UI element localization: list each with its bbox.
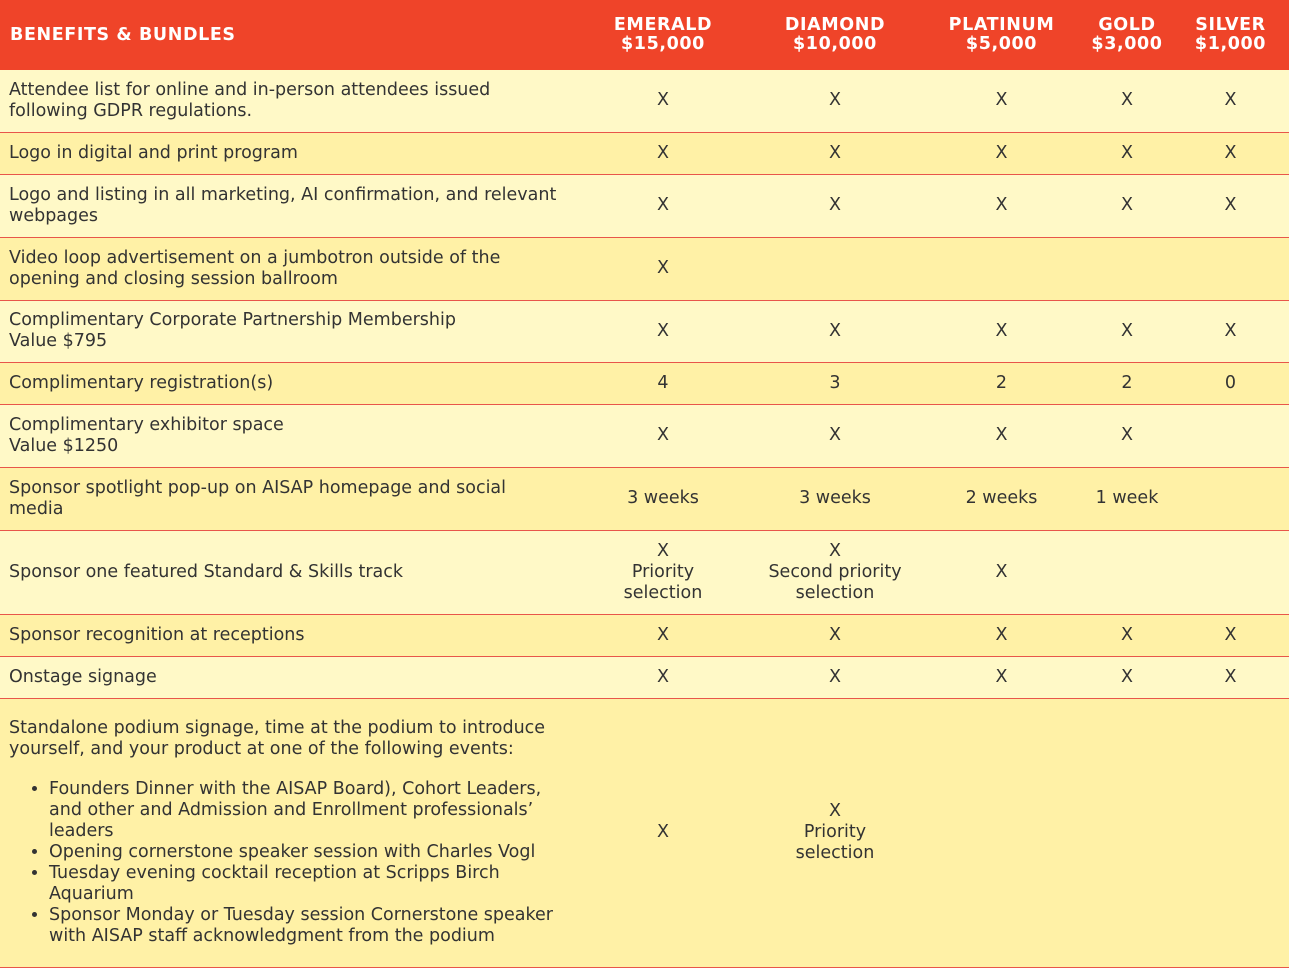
cell-value: selection: [795, 582, 875, 603]
cell-value: 3: [829, 372, 841, 393]
tier-cell: [1172, 300, 1289, 362]
tier-cell: [577, 614, 749, 656]
cell-value: Priority: [631, 561, 695, 582]
benefit-cell: [0, 300, 577, 362]
cell-value: X: [657, 320, 669, 341]
benefit-text: Logo in digital and print program: [9, 142, 298, 163]
tier-cell: [1172, 530, 1289, 614]
cell-value: 2 weeks: [965, 488, 1038, 508]
benefit-cell: [0, 237, 577, 300]
table-row: [0, 404, 1289, 467]
benefits-column-header: BENEFITS & BUNDLES: [10, 24, 236, 45]
tier-header-platinum: [921, 0, 1082, 70]
event-text: • Opening cornerstone speaker session with Charles Vogl: [49, 842, 536, 862]
cell-value: 3 weeks: [627, 488, 699, 508]
benefit-cell: [0, 404, 577, 467]
cell-value: X: [829, 666, 841, 687]
event-text: leaders: [49, 821, 114, 841]
cell-value: X: [657, 425, 669, 445]
tier-cell: [1172, 362, 1289, 404]
cell-value: selection: [623, 582, 703, 603]
tier-cell: [921, 237, 1082, 300]
cell-value: X: [995, 425, 1008, 445]
benefit-text: opening and closing session ballroom: [9, 268, 338, 289]
benefit-text: Sponsor spotlight pop-up on AISAP homepage and social: [9, 477, 507, 498]
tier-cell: [749, 404, 921, 467]
table-row: [0, 237, 1289, 300]
cell-value: X: [995, 142, 1008, 163]
cell-value: X: [657, 258, 669, 278]
benefit-cell: [0, 698, 577, 967]
benefit-cell: [0, 70, 577, 132]
tier-price: $5,000: [965, 34, 1038, 54]
tier-cell: [1082, 70, 1172, 132]
tier-cell: [921, 467, 1082, 530]
table-row: [0, 698, 1289, 967]
table-body: [0, 70, 1289, 967]
tier-cell: [1082, 174, 1172, 237]
tier-cell: [921, 404, 1082, 467]
tier-cell: [577, 70, 749, 132]
tier-cell: [577, 300, 749, 362]
tier-cell: [1172, 404, 1289, 467]
tier-cell: [577, 404, 749, 467]
benefit-text: media: [9, 498, 64, 519]
cell-value: X: [1224, 624, 1237, 645]
tier-cell: [577, 174, 749, 237]
tier-cell: [749, 70, 921, 132]
tier-cell: [1172, 656, 1289, 698]
tier-price: $1,000: [1194, 34, 1267, 54]
table-row: [0, 362, 1289, 404]
benefit-text: Value $1250: [9, 435, 119, 456]
tier-header-diamond: [749, 0, 921, 70]
benefit-cell: [0, 614, 577, 656]
benefit-text: Standalone podium signage, time at the podium to introduce: [9, 718, 546, 738]
benefit-text: Complimentary Corporate Partnership Membership: [9, 310, 456, 330]
cell-value: X: [829, 540, 841, 561]
event-list-item: [49, 779, 571, 842]
table-row: [0, 614, 1289, 656]
benefit-cell: [0, 530, 577, 614]
tier-cell: [749, 362, 921, 404]
cell-value: X: [1121, 195, 1133, 215]
cell-value: X: [995, 624, 1008, 645]
cell-value: X: [1224, 320, 1237, 341]
cell-value: X: [1224, 142, 1237, 163]
cell-value: X: [657, 142, 669, 163]
cell-value: X: [829, 624, 841, 645]
cell-value: 3 weeks: [799, 488, 871, 508]
tier-cell: [749, 530, 921, 614]
tier-price: $15,000: [621, 34, 705, 54]
event-list-item: [49, 863, 571, 905]
tier-cell: [1082, 404, 1172, 467]
tier-cell: [1172, 614, 1289, 656]
cell-value: X: [829, 142, 841, 163]
tier-price: $10,000: [793, 34, 877, 54]
tier-cell: [1082, 530, 1172, 614]
table-row: [0, 656, 1289, 698]
cell-value: X: [829, 425, 841, 445]
cell-value: 2: [995, 372, 1008, 393]
benefit-text: Logo and listing in all marketing, AI confirmation, and relevant: [9, 184, 557, 205]
tier-cell: [921, 362, 1082, 404]
tier-cell: [1172, 174, 1289, 237]
cell-value: X: [829, 320, 841, 341]
tier-cell: [1082, 237, 1172, 300]
cell-value: X: [657, 624, 669, 645]
tier-cell: [1172, 70, 1289, 132]
tier-cell: [577, 467, 749, 530]
table-row: [0, 300, 1289, 362]
cell-value: Priority: [803, 822, 867, 842]
tier-cell: [577, 132, 749, 174]
tier-cell: [577, 698, 749, 967]
tier-cell: [921, 614, 1082, 656]
cell-value: X: [657, 90, 669, 111]
cell-value: X: [1121, 320, 1133, 341]
cell-value: X: [657, 195, 669, 215]
tier-price: $3,000: [1091, 34, 1163, 54]
cell-value: X: [995, 320, 1008, 341]
tier-cell: [749, 698, 921, 967]
benefit-text: Complimentary registration(s): [9, 372, 274, 393]
benefit-cell: [0, 132, 577, 174]
table-row: [0, 467, 1289, 530]
tier-cell: [1172, 237, 1289, 300]
tier-cell: [749, 237, 921, 300]
cell-value: X: [1121, 624, 1133, 645]
event-list-item: [49, 842, 571, 863]
tier-name: PLATINUM: [948, 15, 1055, 35]
event-text: • Tuesday evening cocktail reception at Scripps Birch: [49, 863, 500, 883]
cell-value: 0: [1224, 372, 1237, 393]
table-row: [0, 132, 1289, 174]
tier-cell: [577, 362, 749, 404]
cell-value: X: [657, 540, 669, 561]
cell-value: selection: [795, 843, 875, 863]
cell-value: X: [995, 195, 1008, 215]
benefit-cell: [0, 174, 577, 237]
tier-name: SILVER: [1195, 15, 1266, 35]
tier-cell: [749, 132, 921, 174]
benefit-cell: [0, 656, 577, 698]
tier-cell: [1082, 362, 1172, 404]
benefit-text: Value $795: [9, 331, 108, 351]
event-text: • Founders Dinner with the AISAP Board), Cohort Leaders,: [49, 779, 542, 799]
tier-cell: [921, 656, 1082, 698]
tier-cell: [577, 237, 749, 300]
tier-cell: [577, 656, 749, 698]
tier-cell: [749, 656, 921, 698]
tier-cell: [1172, 132, 1289, 174]
benefit-text: Complimentary exhibitor space: [9, 414, 284, 435]
tier-cell: [1082, 656, 1172, 698]
benefit-text: Onstage signage: [9, 666, 157, 687]
cell-value: X: [995, 561, 1008, 582]
cell-value: X: [1121, 90, 1133, 111]
tier-cell: [1172, 698, 1289, 967]
tier-cell: [1082, 300, 1172, 362]
header-row: [0, 0, 1289, 70]
tier-cell: [749, 614, 921, 656]
benefit-text: Attendee list for online and in-person attendees issued: [9, 79, 491, 100]
tier-cell: [921, 530, 1082, 614]
cell-value: X: [1121, 666, 1133, 687]
tier-cell: [921, 132, 1082, 174]
tier-cell: [921, 70, 1082, 132]
cell-value: X: [829, 801, 841, 821]
benefit-text: following GDPR regulations.: [9, 100, 253, 121]
event-text: Aquarium: [49, 884, 134, 904]
cell-value: X: [1224, 195, 1237, 215]
cell-value: X: [1224, 90, 1237, 111]
tier-cell: [1172, 467, 1289, 530]
tier-cell: [749, 300, 921, 362]
benefit-cell: [0, 467, 577, 530]
tier-name: DIAMOND: [784, 15, 886, 35]
table-row: [0, 174, 1289, 237]
tier-cell: [1082, 698, 1172, 967]
tier-cell: [921, 174, 1082, 237]
tier-header-silver: [1172, 0, 1289, 70]
tier-cell: [577, 530, 749, 614]
cell-value: X: [1121, 142, 1133, 163]
tier-name: EMERALD: [613, 15, 713, 35]
cell-value: X: [829, 90, 841, 111]
tier-cell: [1082, 467, 1172, 530]
tier-cell: [749, 467, 921, 530]
table-row: [0, 530, 1289, 614]
cell-value: X: [995, 90, 1008, 111]
benefit-text: webpages: [9, 205, 99, 226]
tier-header-emerald: [577, 0, 749, 70]
table-row: [0, 70, 1289, 132]
tier-cell: [749, 174, 921, 237]
benefit-text: yourself, and your product at one of the following events:: [9, 739, 514, 759]
cell-value: X: [657, 822, 669, 842]
event-text: with AISAP staff acknowledgment from the podium: [49, 926, 495, 946]
event-list-item: [49, 905, 571, 947]
cell-value: X: [1121, 425, 1133, 445]
cell-value: 4: [657, 372, 669, 393]
tier-cell: [1082, 614, 1172, 656]
event-text: and other and Admission and Enrollment professionals’: [49, 800, 534, 820]
tier-name: GOLD: [1098, 15, 1156, 35]
event-text: • Sponsor Monday or Tuesday session Cornerstone speaker: [49, 905, 553, 925]
cell-value: X: [657, 666, 669, 687]
benefit-text: Video loop advertisement on a jumbotron outside of the: [9, 247, 501, 268]
tier-cell: [921, 698, 1082, 967]
tier-cell: [1082, 132, 1172, 174]
cell-value: 2: [1121, 372, 1133, 393]
tier-cell: [921, 300, 1082, 362]
benefit-text: Sponsor one featured Standard & Skills track: [9, 561, 404, 582]
cell-value: X: [995, 666, 1008, 687]
cell-value: X: [829, 195, 841, 215]
tier-header-gold: [1082, 0, 1172, 70]
cell-value: Second priority: [768, 561, 902, 582]
benefit-text: Sponsor recognition at receptions: [9, 624, 305, 645]
benefit-cell: [0, 362, 577, 404]
cell-value: X: [1224, 666, 1237, 687]
event-list: [9, 779, 571, 947]
cell-value: 1 week: [1095, 488, 1159, 508]
